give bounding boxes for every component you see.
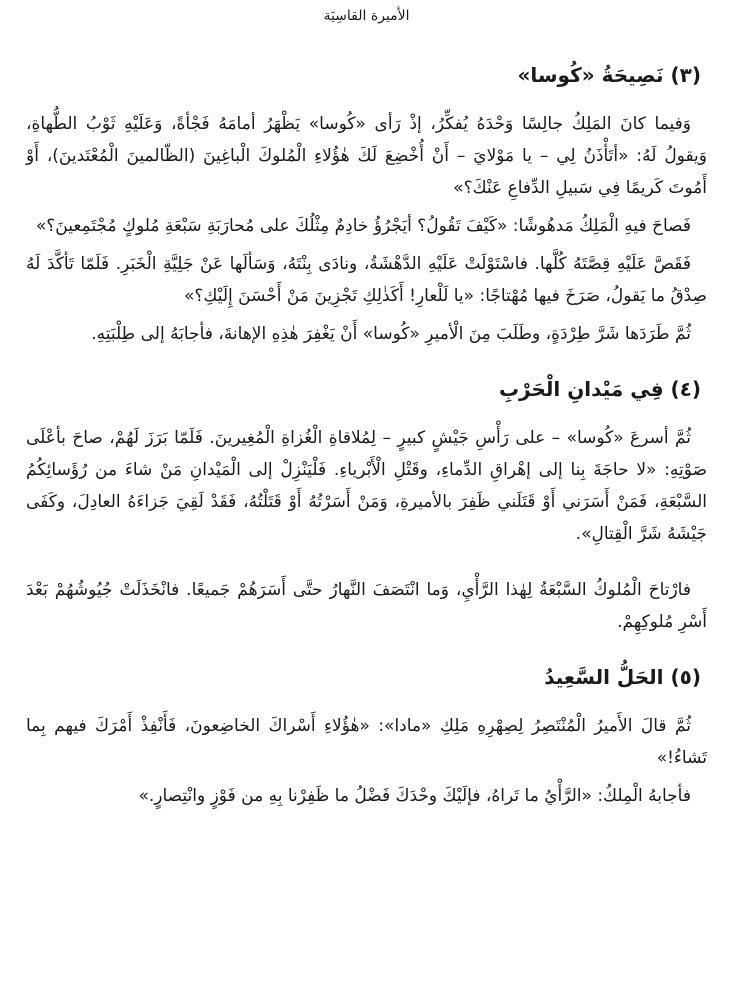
paragraph: ثُمَّ أسرعَ «كُوسا» – على رَأْسِ جَيْشٍ كبيرٍ – لِمُلاقاةِ الْغُزاةِ الْمُغِيرينَ. فَلَمّا بَرَزَ لَهُمْ، صاحَ بأعْلَى صَوْتِهِ: «لا حاجَةَ بِنا إلى إهْراقِ الدِّماءِ، وقَتْلِ الْأَبْرياءِ. فَلْيَنْزِلْ إلى الْمَيْدانِ مَنْ شاءَ من رُؤَسائِكُمُ السَّبْعَةِ، فَمَنْ أَسَرَني أَوْ قَتَلَني ظَفِرَ بالأميرةِ، وَمَنْ أَسَرْتُهُ أَوْ قَتَلْتُهُ، فَقَدْ لَقِيَ جَزاءَهُ العادِلَ، وكَفَى جَيْشَهُ شَرَّ الْقِتالِ». <box>26 428 707 544</box>
section-heading: (٣) نَصِيحَةُ «كُوسا» <box>517 63 701 87</box>
paragraph: وَفيما كانَ المَلِكُ جالِسًا وَحْدَهُ يُفكِّرُ، إذْ رَأى «كُوسا» يَظْهَرُ أمامَهُ فَجْأةً، وَعَلَيْهِ ثَوْبُ الطُّهاةِ، وَيقولُ لَهُ: «أتَأْذَنُ لِي – يا مَوْلايَ – أَنْ أُخْضِعَ لَكَ هٰؤُلاءِ الْمُلوكَ الْباغِينَ (الظّالمينَ الْمُعْتَدينَ)، أَوْ أَمُوتَ كَريمًا فِي سَبيلِ الدِّفاعِ عَنْكَ؟» <box>26 114 707 198</box>
running-header: الأميرة القاسِيَة <box>323 8 410 24</box>
section-heading: (٤) فِي مَيْدانِ الْحَرْبِ <box>498 377 701 401</box>
paragraph: ثُمَّ قالَ الأَميرُ الْمُنْتَصِرُ لِصِهْرِهِ مَلِكِ «مادا»: «هٰؤُلاءِ أَسْراكَ الخاضِعونَ، فَأَنْفِذْ أَمْرَكَ فيهم بِما تَشاءُ!» <box>26 716 707 768</box>
page-content <box>26 60 707 812</box>
paragraph: ثُمَّ طَرَدَها شَرَّ طِرْدَةٍ، وطَلَبَ مِنَ الْأميرِ «كُوسا» أَنْ يَغْفِرَ هٰذِهِ الإهانةَ، فأجابَهُ إلى طِلْبَتِهِ. <box>91 324 691 344</box>
section-heading: (٥) الحَلُّ السَّعِيدُ <box>544 665 701 689</box>
paragraph: فارْتاحَ الْمُلوكُ السَّبْعَةُ لِهٰذا الرَّأْيِ، وَما انْتَصَفَ النَّهارُ حتَّى أَسَرَهُمْ جَميعًا. فانْخَذَلَتْ جُيُوشُهُمْ بَعْدَ أَسْرِ مُلوكِهِمْ. <box>26 580 707 632</box>
paragraph: فأجابهُ الْمِلكُ: «الرَّأْيُ ما تَراهُ، فإلَيْكَ وحْدَكَ فَضْلُ ما ظَفِرْنا بِهِ من فَوْزٍ وانْتِصارٍ.» <box>138 786 691 806</box>
paragraph: فَقَصَّ عَلَيْهِ قِصَّتَهُ كُلَّها. فاسْتَوْلَتْ عَلَيْهِ الدَّهْشَةُ، ونادَى بِنْتَهُ، وَسَألَها عَنْ جَلِيَّةِ الْخَبَرِ. فَلَمّا تَأكَّدَ لَهُ صِدْقُ ما يَقولُ، صَرَخَ فيها مُهْتاجًا: «يا لَلْعارِ! أَكَذٰلِكِ تَجْزِينَ مَنْ أَحْسَنَ إِلَيْكِ؟» <box>26 254 707 306</box>
paragraph: فَصاحَ فيهِ الْمَلِكُ مَدهُوشًا: «كَيْفَ تَقُولُ؟ أيَجْرُؤُ خادِمٌ مِثْلُكَ على مُحارَبَةِ سَبْعَةِ مُلوكٍ مُجْتَمِعينَ؟» <box>35 216 691 236</box>
